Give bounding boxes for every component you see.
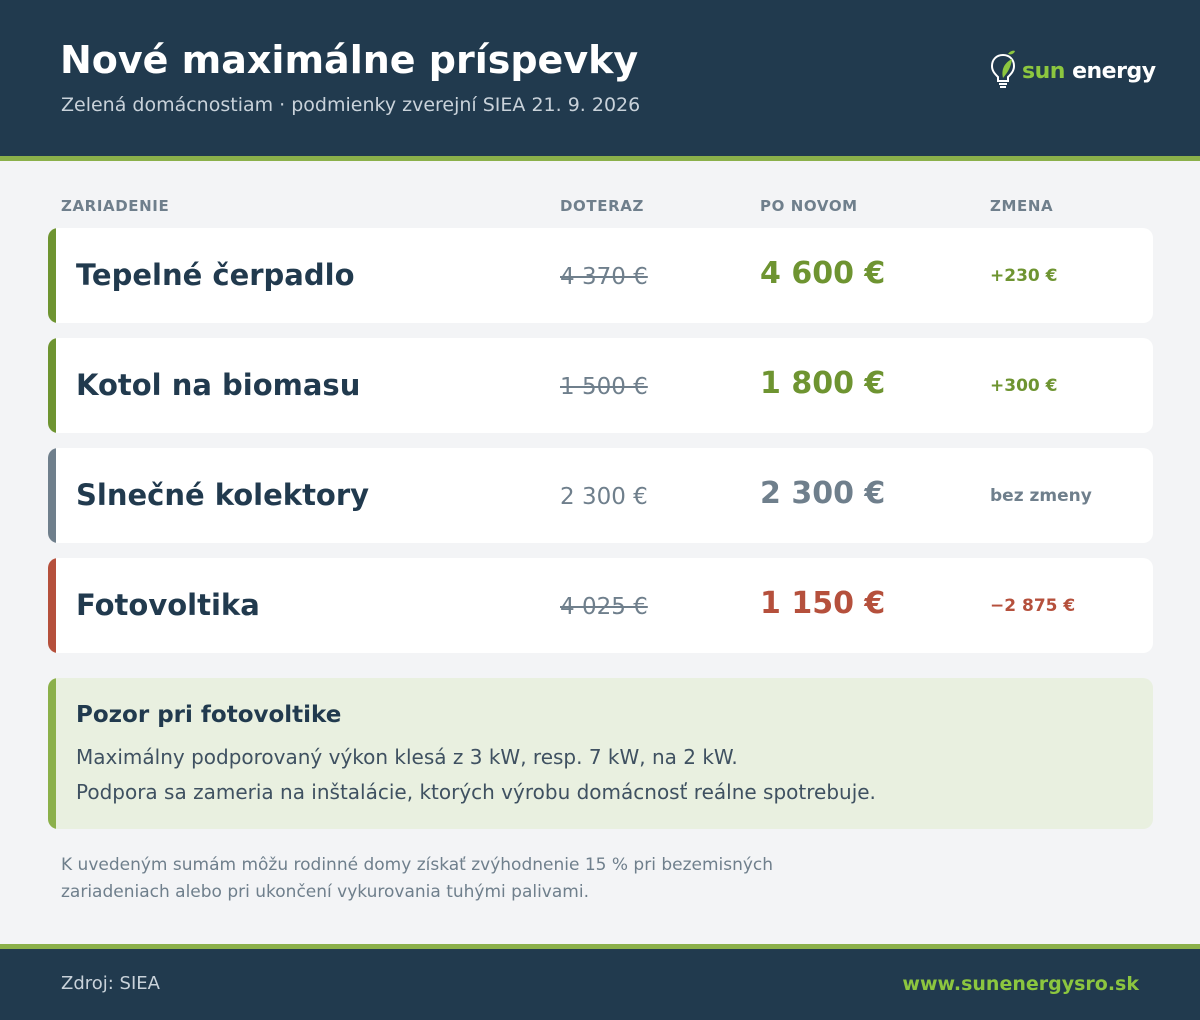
- footnote-line: K uvedeným sumám môžu rodinné domy získať zvýhodnenie 15 % pri bezemisných: [61, 855, 774, 875]
- device-name: Kotol na biomasu: [76, 368, 361, 402]
- table-row: [48, 228, 1153, 323]
- new-amount: 1 800 €: [760, 366, 886, 401]
- page-title: Nové maximálne príspevky: [60, 38, 639, 82]
- row-status-bar: [48, 338, 56, 433]
- logo-word-energy: energy: [1072, 58, 1156, 84]
- column-header-device: ZARIADENIE: [61, 197, 170, 215]
- header: [0, 0, 1200, 156]
- logo: [990, 50, 1156, 92]
- row-status-bar: [48, 558, 56, 653]
- column-header-before: DOTERAZ: [560, 197, 644, 215]
- page-subtitle: Zelená domácnostiam · podmienky zverejní SIEA 21. 9. 2026: [61, 94, 641, 116]
- amount-change: −2 875 €: [990, 596, 1076, 616]
- amount-change: +230 €: [990, 266, 1058, 286]
- source-label: Zdroj: SIEA: [61, 973, 160, 994]
- previous-amount: 2 300 €: [560, 484, 648, 510]
- note-line: Podpora sa zameria na inštalácie, ktorých výrobu domácnosť reálne spotrebuje.: [76, 780, 876, 804]
- device-name: Tepelné čerpadlo: [76, 258, 355, 292]
- device-name: Slnečné kolektory: [76, 478, 370, 512]
- amount-change: +300 €: [990, 376, 1058, 396]
- row-status-bar: [48, 228, 56, 323]
- new-amount: 1 150 €: [760, 586, 886, 621]
- previous-amount: 1 500 €: [560, 374, 648, 400]
- footer: [0, 949, 1200, 1020]
- table-row: [48, 558, 1153, 653]
- photovoltaic-warning-box: [48, 678, 1153, 829]
- device-name: Fotovoltika: [76, 588, 260, 622]
- note-title: Pozor pri fotovoltike: [76, 702, 342, 728]
- footnote-line: zariadeniach alebo pri ukončení vykurovania tuhými palivami.: [61, 882, 589, 902]
- table-row: [48, 338, 1153, 433]
- column-header-after: PO NOVOM: [760, 197, 858, 215]
- website-link[interactable]: www.sunenergysro.sk: [902, 973, 1139, 995]
- new-amount: 2 300 €: [760, 476, 886, 511]
- previous-amount: 4 025 €: [560, 594, 648, 620]
- row-status-bar: [48, 448, 56, 543]
- header-accent-stripe: [0, 156, 1200, 161]
- amount-change: bez zmeny: [990, 486, 1092, 506]
- note-accent-bar: [48, 678, 56, 829]
- previous-amount: 4 370 €: [560, 264, 648, 290]
- logo-word-sun: sun: [1022, 58, 1065, 84]
- new-amount: 4 600 €: [760, 256, 886, 291]
- lightbulb-leaf-icon: [990, 50, 1016, 92]
- column-header-change: ZMENA: [990, 197, 1054, 215]
- note-line: Maximálny podporovaný výkon klesá z 3 kW, resp. 7 kW, na 2 kW.: [76, 745, 738, 769]
- table-row: [48, 448, 1153, 543]
- logo-text: [1022, 59, 1156, 84]
